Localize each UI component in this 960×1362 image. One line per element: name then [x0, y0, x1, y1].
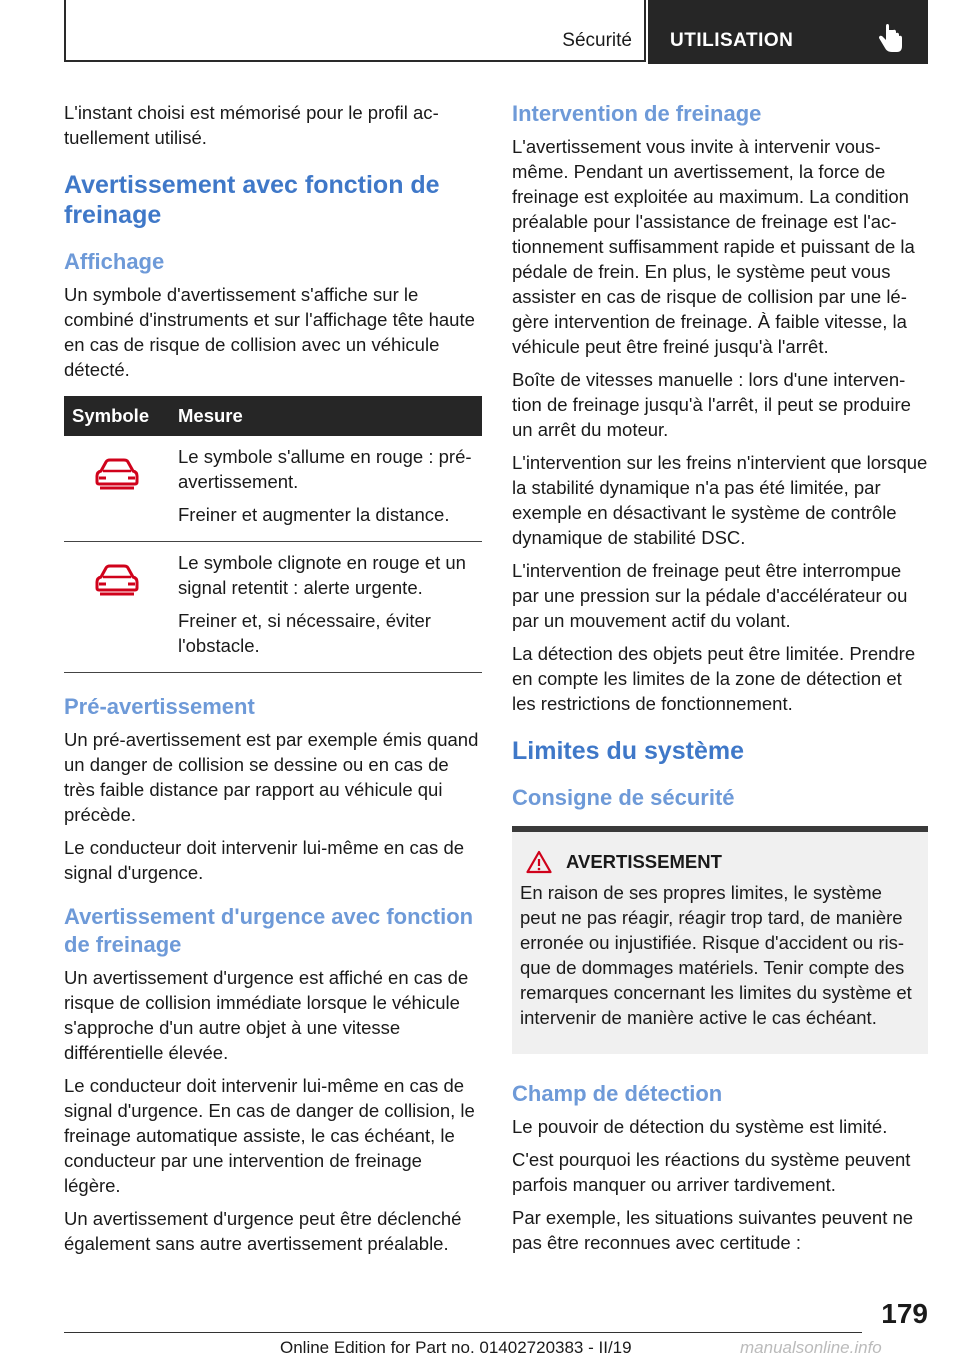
table-header-row — [64, 396, 482, 436]
measure-line: Le symbole s'allume en rouge : pré-avertissement. — [178, 446, 472, 492]
intervention-paragraph: La détection des objets peut être limitée. Prendre en compte les limites de la zone de détection et les restrictions de fonctionnement. — [512, 643, 916, 714]
heading-braking-warning: Avertissement avec fonction de freinage — [64, 171, 440, 229]
chapter-label: UTILISATION — [670, 30, 794, 51]
heading-system-limits: Limites du système — [512, 737, 745, 765]
footer-edition: Online Edition for Part no. 01402720383 - II/19 — [280, 1338, 632, 1357]
right-column — [512, 100, 928, 1263]
page-number: 179 — [881, 1298, 928, 1329]
urgent-paragraph: Le conducteur doit intervenir lui-même en cas de signal d'urgence. En cas de danger de collision, le freinage automatique assiste, le cas échéant, le conducteur par une intervention de freinage légère. — [64, 1075, 475, 1196]
heading-intervention: Intervention de freinage — [512, 101, 762, 126]
display-paragraph: Un symbole d'avertissement s'affiche sur le combiné d'instruments et sur l'affichage tête haute en cas de risque de collision avec un véhicule détecté. — [64, 284, 475, 380]
column-header-symbol: Symbole — [64, 396, 170, 436]
intervention-paragraph: L'intervention de freinage peut être interrompue par une pression sur la pédale d'accélérateur ou par un mouvement actif du volant. — [512, 560, 908, 631]
symbol-cell — [64, 542, 170, 673]
measure-line: Le symbole clignote en rouge et un signal retentit : alerte urgente. — [178, 552, 466, 598]
heading-prewarning: Pré-avertissement — [64, 694, 255, 719]
column-header-measure: Mesure — [170, 396, 482, 436]
urgent-paragraph: Un avertissement d'urgence est affiché en cas de risque de collision immédiate lorsque le véhicule s'approche d'un autre objet à une vitesse différentielle élevée. — [64, 967, 469, 1063]
measure-cell — [170, 436, 482, 542]
intervention-paragraph: L'avertissement vous invite à intervenir vous-même. Pendant un avertissement, la force de freinage est exploitée au maximum. La condition préalable pour l'assistance de freinage est l'actionnement suffisamment rapide et puissant de la pédale de frein. En plus, le système peut vous assister en cas de risque de collision par une légère intervention de freinage. À faible vitesse, la véhicule peut être freiné jusqu'à l'arrêt. — [512, 136, 915, 357]
detection-paragraph: Le pouvoir de détection du système est limité. — [512, 1116, 888, 1137]
footer-divider — [64, 1332, 862, 1333]
warning-triangle-icon — [526, 850, 552, 874]
pointing-hand-icon — [876, 24, 904, 54]
car-warning-icon — [93, 560, 141, 596]
intervention-paragraph: Boîte de vitesses manuelle : lors d'une intervention de freinage jusqu'à l'arrêt, il peut se produire un arrêt du moteur. — [512, 369, 911, 440]
header-section-box — [64, 0, 646, 62]
heading-urgent-warning: Avertissement d'urgence avec fonction de freinage — [64, 904, 474, 957]
measure-line: Freiner et, si nécessaire, éviter l'obstacle. — [178, 610, 431, 656]
warning-text: En raison de ses propres limites, le système peut ne pas réagir, réagir trop tard, de manière erronée ou injustifiée. Risque d'accident ou risque de dommages matériels. Tenir compte des remarques concernant les limites du système et intervenir de manière active le cas échéant. — [520, 882, 912, 1028]
warning-title: AVERTISSEMENT — [566, 851, 722, 872]
section-label: Sécurité — [562, 30, 632, 51]
warning-title-row — [520, 850, 920, 874]
measure-cell — [170, 542, 482, 673]
table-row — [64, 436, 482, 542]
symbol-table — [64, 396, 482, 673]
warning-box — [512, 826, 928, 1054]
detection-paragraph: C'est pourquoi les réactions du système peuvent parfois manquer ou arriver tardivement. — [512, 1149, 911, 1195]
heading-safety-note: Consigne de sécurité — [512, 785, 735, 810]
intro-paragraph: L'instant choisi est mémorisé pour le profil actuellement utilisé. — [64, 102, 439, 148]
watermark: manualsonline.info — [740, 1338, 882, 1357]
symbol-cell — [64, 436, 170, 542]
measure-line: Freiner et augmenter la distance. — [178, 504, 450, 525]
urgent-paragraph: Un avertissement d'urgence peut être déclenché également sans autre avertissement préalable. — [64, 1208, 462, 1254]
left-column — [64, 100, 482, 1264]
heading-detection-field: Champ de détection — [512, 1081, 723, 1106]
intervention-paragraph: L'intervention sur les freins n'intervient que lorsque la stabilité dynamique n'a pas été limitée, par exemple en désactivant le système de contrôle dynamique de stabilité DSC. — [512, 452, 928, 548]
table-row — [64, 542, 482, 673]
detection-paragraph: Par exemple, les situations suivantes peuvent ne pas être reconnues avec certitude : — [512, 1207, 914, 1253]
car-warning-icon — [93, 454, 141, 490]
heading-display: Affichage — [64, 249, 165, 274]
prewarning-paragraph: Le conducteur doit intervenir lui-même en cas de signal d'urgence. — [64, 837, 465, 883]
page-header — [64, 0, 928, 64]
header-chapter-tab — [648, 0, 928, 64]
prewarning-paragraph: Un pré-avertissement est par exemple émis quand un danger de collision se dessine ou en cas de très faible distance par rapport au véhicule qui précède. — [64, 729, 479, 825]
